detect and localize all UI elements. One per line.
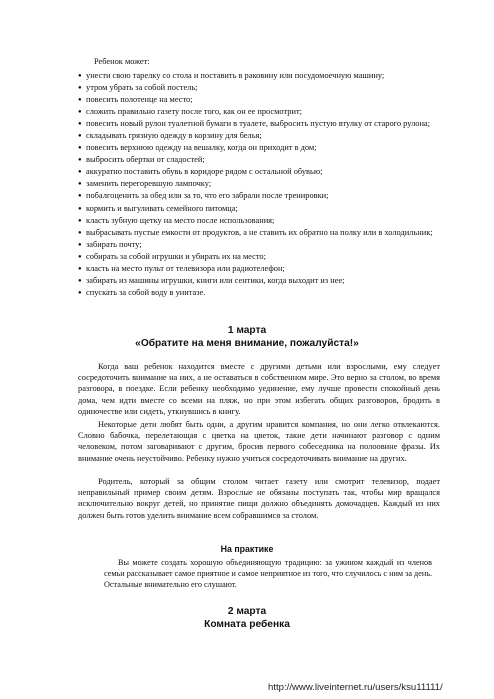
list-item-text: выбрасывать пустые емкости от продуктов, а не ставить их обратно на полку или в холодильник; [86, 227, 433, 237]
list-item-text: сложить правильно газету после того, как он ее просмотрит; [86, 107, 302, 117]
bullet-dot-icon: ● [78, 97, 82, 104]
bullet-dot-icon: ● [78, 145, 82, 152]
list-item [78, 178, 440, 190]
list-item [78, 106, 440, 118]
list-item-text: забирать почту; [86, 239, 142, 249]
list-item-text: аккуратно поставить обувь в коридоре рядом с остальной обувью; [86, 167, 323, 177]
list-item [78, 239, 440, 251]
bullet-dot-icon: ● [78, 253, 82, 260]
section1-date: 1 марта [227, 325, 267, 336]
list-item [78, 287, 440, 299]
section2-date: 2 марта [227, 606, 267, 617]
list-item-text: повесить верхнюю одежду на вешалку, когда он приходит в дом; [86, 143, 317, 153]
practice-title: На практике [220, 544, 274, 554]
list-item [78, 251, 440, 263]
bullet-dot-icon: ● [78, 121, 82, 128]
list-item [78, 118, 440, 130]
section1-title: «Обратите на меня внимание, пожалуйста!» [135, 338, 359, 349]
bullet-dot-icon: ● [78, 229, 82, 236]
list-item [78, 203, 440, 215]
list-item [78, 275, 440, 287]
list-item-text: спускать за собой воду в унитазе. [86, 287, 206, 297]
list-item [78, 263, 440, 275]
list-item-text: забирать из машины игрушки, книги или сентики, когда выходит из нее; [86, 275, 345, 285]
bullet-dot-icon: ● [78, 193, 82, 200]
list-item [78, 142, 440, 154]
list-item [78, 94, 440, 106]
list-item [78, 70, 440, 82]
bullet-dot-icon: ● [78, 169, 82, 176]
bullet-dot-icon: ● [78, 133, 82, 140]
bullet-dot-icon: ● [78, 265, 82, 272]
list-item-text: собирать за собой игрушки и убирать их на место; [86, 251, 266, 261]
list-item [78, 227, 440, 239]
source-url-watermark: http://www.liveinternet.ru/users/ksu11111/ [268, 682, 443, 693]
bullet-dot-icon: ● [78, 289, 82, 296]
list-item [78, 190, 440, 202]
section2-title: Комната ребенка [204, 619, 290, 630]
list-item [78, 82, 440, 94]
bullet-dot-icon: ● [78, 109, 82, 116]
list-item-text: класть зубную щетку на место после использования; [86, 215, 275, 225]
list-item-text: побалгоценить за обед или за то, что его забрали после тренировки; [86, 191, 329, 201]
bullet-dot-icon: ● [78, 85, 82, 92]
bullet-dot-icon: ● [78, 277, 82, 284]
bullet-dot-icon: ● [78, 157, 82, 164]
list-item [78, 130, 440, 142]
list-item-text: заменить перегоревшую лампочку; [86, 179, 212, 189]
list-item-text: утром убрать за собой постель; [86, 83, 198, 93]
list-item-text: повесить новый рулон туалетной бумаги в туалете, выбросить пустую втулку от старого рулона; [86, 119, 430, 129]
practice-text: Вы можете создать хорошую объединяющую традицию: за ужином каждый из членов семьи рассказывает самое приятное и самое неприятное из того, что случилось с ним за день. Остальные внимательно его слушают. [104, 558, 432, 589]
bullet-dot-icon: ● [78, 181, 82, 188]
list-item-text: унести свою тарелку со стола и поставить в раковину или посудомоечную машину; [86, 71, 385, 80]
bullet-dot-icon: ● [78, 205, 82, 212]
list-item [78, 215, 440, 227]
list-item-text: кормить и выгуливать семейного питомца; [86, 203, 238, 213]
section1-paragraph: Когда ваш ребенок находится вместе с другими детьми или взрослыми, ему следует сосредоточить внимание на них, а не оставаться в собственном мире. Это верно за столом, во время разговора, в поездке. Если ребенку необходимо уединение, ему лучше провести спокойный день дома, чем идти вместе со всеми на пляж, но при этом избегать общих разговоров, бродить в одиночестве или сидеть, уткнувшись в книгу. [78, 362, 440, 416]
section1-paragraph: Родитель, который за общим столом читает газету или смотрит телевизор, подает неправильный пример своим детям. Взрослые не обязаны поступать так, чтобы мир вращался исключительно вокруг детей, но принятие пищи должно объединять домочадцев. Каждый из них должен быть готов уделить внимание всем собравшимся за столом. [78, 477, 440, 520]
list-item-text: складывать грязную одежду в корзину для белья; [86, 131, 262, 141]
list-item-text: повесить полотенце на место; [86, 95, 193, 105]
list-item-text: выбросить обертки от сладостей; [86, 155, 205, 165]
bullet-dot-icon: ● [78, 241, 82, 248]
list-item-text: класть на место пульт от телевизора или радиотелефон; [86, 263, 285, 273]
bullet-list [78, 70, 440, 299]
bullet-dot-icon: ● [78, 73, 82, 79]
intro-line: Ребенок может: [94, 57, 150, 66]
list-item [78, 154, 440, 166]
bullet-dot-icon: ● [78, 217, 82, 224]
section1-paragraph: Некоторые дети любят быть одни, а другим нравится компания, но они легко отвлекаются. Словно бабочка, перелетающая с цветка на цветок, такие дети начинают разговор с одним человеком, потом заговаривают с другим, бросив первого собеседника на полоовине фразы. Их внимание очень неустойчиво. Ребенку нужно учиться сосредоточивать внимание на других. [78, 420, 440, 463]
list-item [78, 166, 440, 178]
